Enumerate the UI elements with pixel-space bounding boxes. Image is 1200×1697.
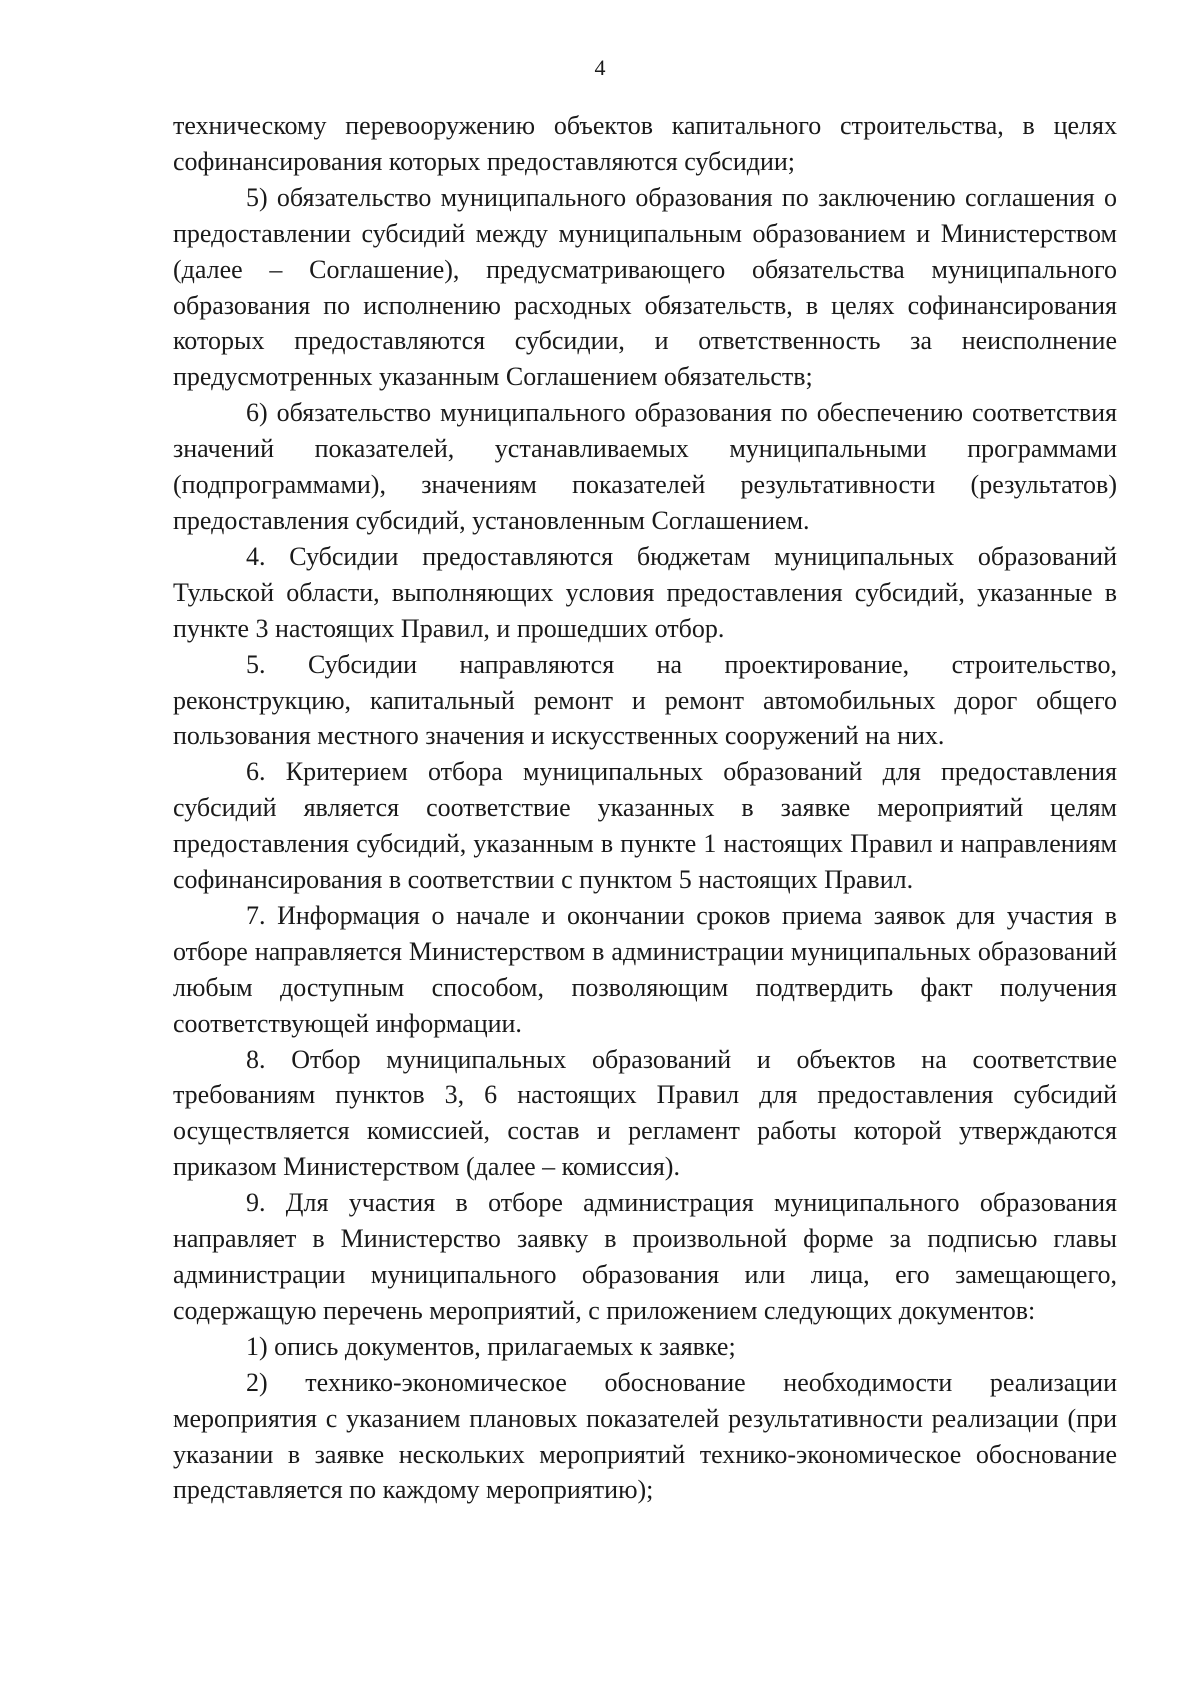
paragraph-clause-9: 9. Для участия в отборе администрация муниципального образования направляет в Министерство заявку в произвольной форме за подписью главы администрации муниципального образования или лица, его замещающего, содержащую перечень мероприятий, с приложением следующих документов: [173,1188,1117,1325]
paragraph-clause-7: 7. Информация о начале и окончании сроков приема заявок для участия в отборе направляется Министерством в администрации муниципальных образований любым доступным способом, позволяющим подтвердить факт получения соответствующей информации. [173,900,1117,1038]
paragraph-clause-5: 5. Субсидии направляются на проектирование, строительство, реконструкцию, капитальный ремонт и ремонт автомобильных дорог общего пользования местного значения и искусственных сооружений на них. [173,649,1117,751]
paragraph-continuation: техническому перевооружению объектов капитального строительства, в целях софинансирования которых предоставляются субсидии; [173,111,1117,176]
paragraph-clause-8: 8. Отбор муниципальных образований и объектов на соответствие требованиям пунктов 3, 6 настоящих Правил для предоставления субсидий осуществляется комиссией, состав и регламент работы которой утверждаются приказом Министерством (далее – комиссия). [173,1044,1117,1182]
paragraph-clause-6: 6. Критерием отбора муниципальных образований для предоставления субсидий является соответствие указанных в заявке мероприятий целям предоставления субсидий, указанным в пункте 1 настоящих Правил и направлениям софинансирования в соответствии с пунктом 5 настоящих Правил. [173,757,1117,895]
page-number: 4 [594,55,606,80]
paragraph-item-6: 6) обязательство муниципального образования по обеспечению соответствия значений показателей, устанавливаемых муниципальными программами (подпрограммами), значениям показателей результативности (результатов) предоставления субсидий, установленным Соглашением. [173,398,1117,535]
document-body [173,108,1117,1508]
paragraph-item-5: 5) обязательство муниципального образования по заключению соглашения о предоставлении субсидий между муниципальным образованием и Министерством (далее – Соглашение), предусматривающего обязательства муниципального образования по исполнению расходных обязательств, в целях софинансирования которых предоставляются субсидии, и ответственность за неисполнение предусмотренных указанным Соглашением обязательств; [173,182,1117,392]
paragraph-subitem-1: 1) опись документов, прилагаемых к заявке; [246,1331,736,1361]
paragraph-clause-4: 4. Субсидии предоставляются бюджетам муниципальных образований Тульской области, выполняющих условия предоставления субсидий, указанные в пункте 3 настоящих Правил, и прошедших отбор. [173,541,1117,643]
paragraph-subitem-2: 2) технико-экономическое обоснование необходимости реализации мероприятия с указанием плановых показателей результативности реализации (при указании в заявке нескольких мероприятий технико-экономическое обоснование представляется по каждому мероприятию); [173,1367,1117,1505]
